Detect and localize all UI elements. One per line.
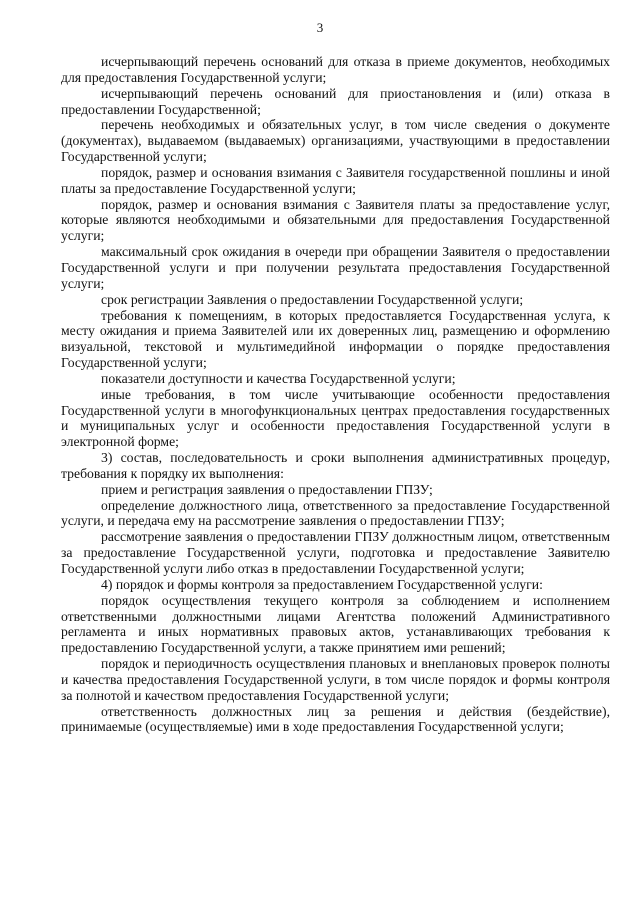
paragraph: требования к помещениям, в которых предоставляется Государственная услуга, к месту ожидания и приема Заявителей или их доверенных лиц, размещению и оформлению визуальной, текстовой и мультимедийной информации о порядке предоставления Государственной услуги; [61,307,610,371]
paragraph: прием и регистрация заявления о предоставлении ГПЗУ; [101,481,433,497]
paragraph: показатели доступности и качества Государственной услуги; [101,370,456,386]
paragraph: порядок осуществления текущего контроля за соблюдением и исполнением ответственными должностными лицами Агентства положений Административного регламента и иных нормативных правовых актов, устанавливающих требования к предоставлению Государственной услуги, а также принятием ими решений; [61,592,610,656]
paragraph: исчерпывающий перечень оснований для отказа в приеме документов, необходимых для предоставления Государственной услуги; [61,54,610,85]
paragraph: рассмотрение заявления о предоставлении ГПЗУ должностным лицом, ответственным за предоставление Государственной услуги, подготовка и предоставление Заявителю Государственной услуги либо отказ в предоставлении Государственной услуги; [61,529,610,576]
paragraph: порядок, размер и основания взимания с Заявителя платы за предоставление услуг, которые являются необходимыми и обязательными для предоставления Государственной услуги; [61,196,610,244]
paragraph: максимальный срок ожидания в очереди при обращении Заявителя о предоставлении Государственной услуги и при получении результата предоставления Государственной услуги; [61,244,610,291]
paragraph: срок регистрации Заявления о предоставлении Государственной услуги; [101,291,524,307]
section-heading-3: 3) состав, последовательность и сроки выполнения административных процедур, требования к порядку их выполнения: [61,450,610,481]
paragraph: порядок, размер и основания взимания с Заявителя государственной пошлины и иной платы за предоставление Государственной услуги; [61,164,610,196]
page-number: 3 [316,20,324,35]
paragraph: исчерпывающий перечень оснований для приостановления и (или) отказа в предоставлении Государственной; [61,85,610,117]
document-body [61,54,610,735]
paragraph: ответственность должностных лиц за решения и действия (бездействие), принимаемые (осуществляемые) ими в ходе предоставления Государственной услуги; [61,703,610,735]
paragraph: порядок и периодичность осуществления плановых и внеплановых проверок полноты и качества предоставления Государственной услуги, в том числе порядок и формы контроля за полнотой и качеством предоставления Государственной услуги; [61,656,610,703]
section-heading-4: 4) порядок и формы контроля за предоставлением Государственной услуги: [101,576,543,592]
paragraph: определение должностного лица, ответственного за предоставление Государственной услуги, и передача ему на рассмотрение заявления о предоставлении ГПЗУ; [61,497,610,529]
paragraph: перечень необходимых и обязательных услуг, в том числе сведения о документе (документах), выдаваемом (выдаваемых) организациями, участвующими в предоставлении Государственной услуги; [61,117,610,165]
paragraph: иные требования, в том числе учитывающие особенности предоставления Государственной услуги в многофункциональных центрах предоставления государственных и муниципальных услуг и особенности предоставления Государственной услуги в электронной форме; [61,386,610,450]
